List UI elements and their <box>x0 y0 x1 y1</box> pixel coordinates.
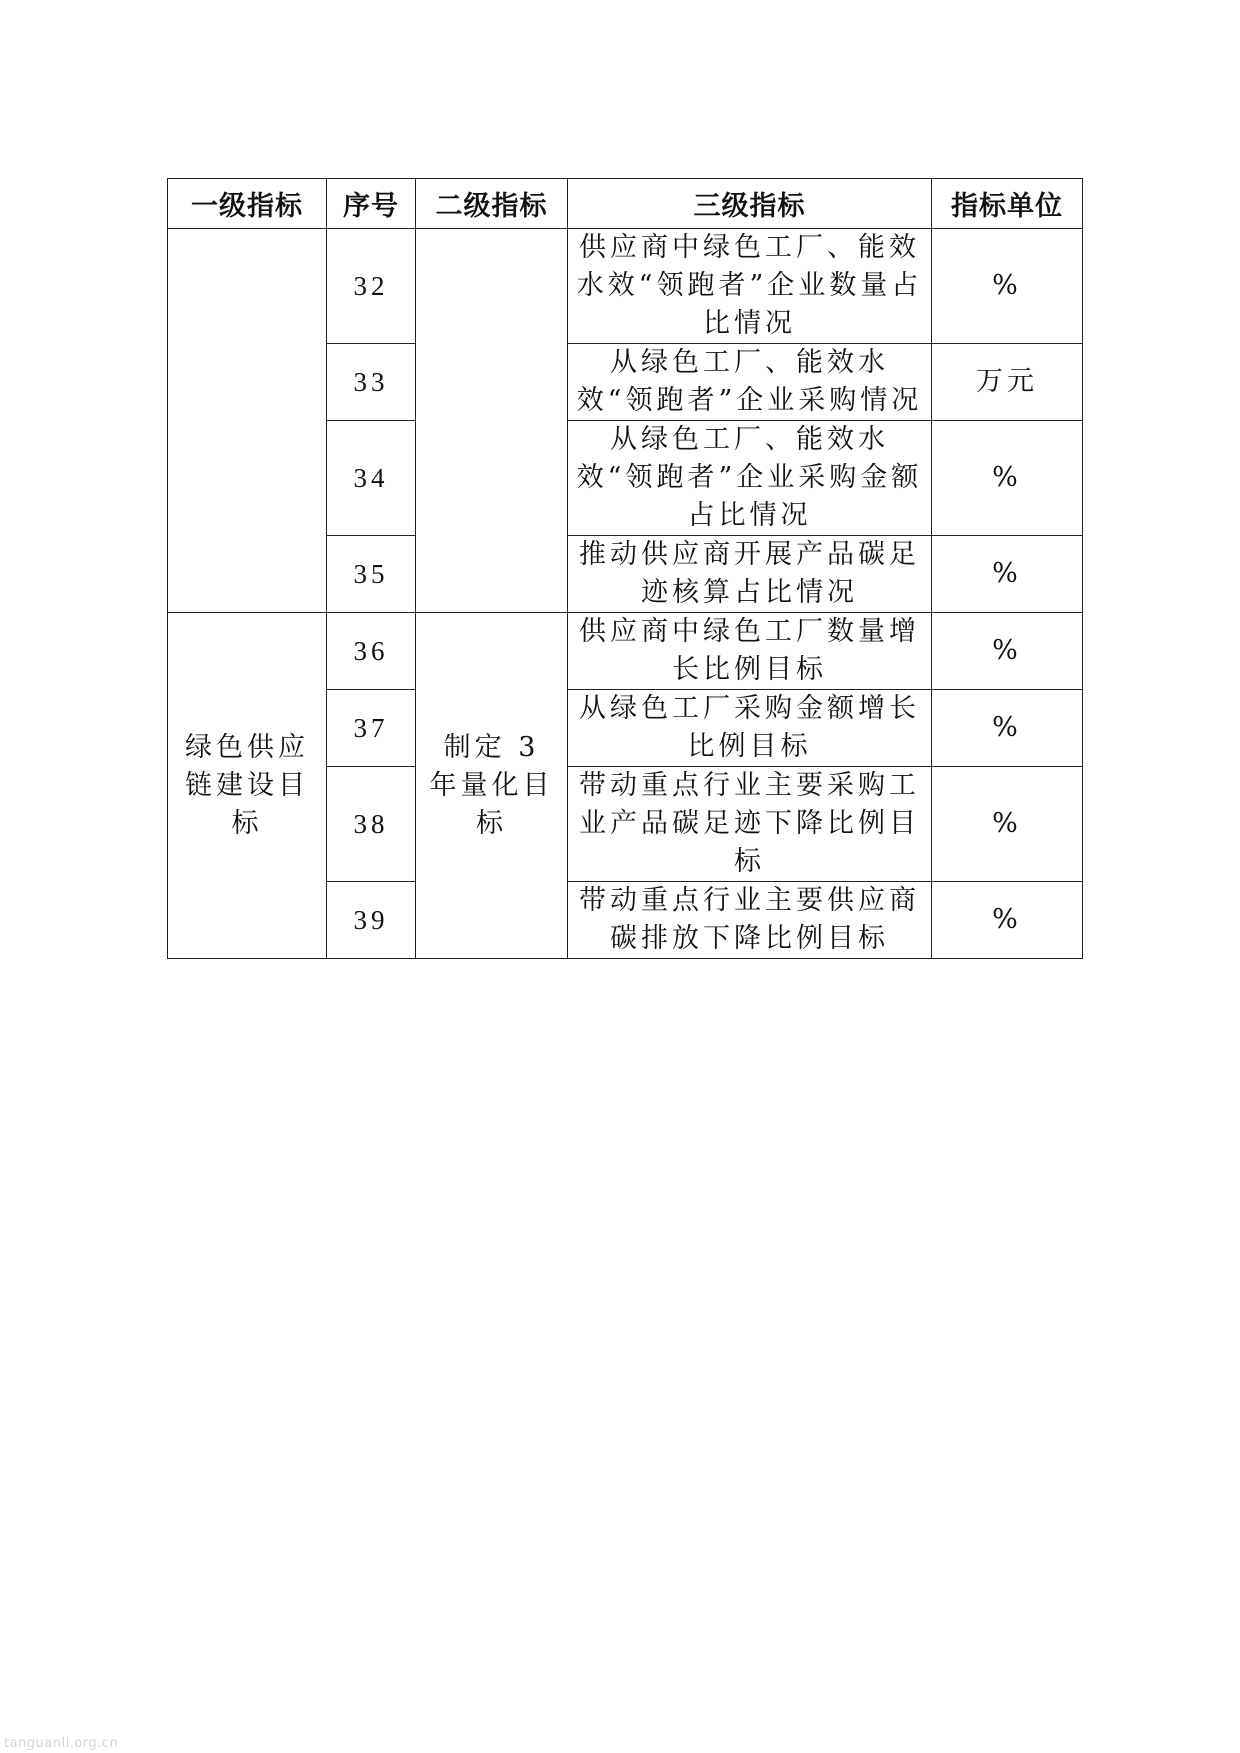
indicator-table <box>167 178 1083 959</box>
level3-cell: 从绿色工厂、能效水效“领跑者”企业采购情况 <box>568 344 932 421</box>
unit-cell: 万元 <box>932 344 1083 421</box>
level3-cell: 从绿色工厂采购金额增长比例目标 <box>568 690 932 767</box>
level2-cell: 制定 3 年量化目标 <box>416 613 568 959</box>
level3-cell: 带动重点行业主要供应商碳排放下降比例目标 <box>568 882 932 959</box>
header-unit: 指标单位 <box>932 179 1083 229</box>
unit-cell: % <box>932 421 1083 536</box>
table-header-row <box>168 179 1083 229</box>
watermark: tanguanli.org.cn <box>4 1736 119 1751</box>
seq-cell: 35 <box>327 536 416 613</box>
unit-cell: % <box>932 767 1083 882</box>
level3-cell: 供应商中绿色工厂数量增长比例目标 <box>568 613 932 690</box>
unit-cell: % <box>932 690 1083 767</box>
level1-cell-empty <box>168 229 327 613</box>
seq-cell: 33 <box>327 344 416 421</box>
seq-cell: 39 <box>327 882 416 959</box>
seq-cell: 38 <box>327 767 416 882</box>
table-row <box>168 229 1083 344</box>
level3-cell: 带动重点行业主要采购工业产品碳足迹下降比例目标 <box>568 767 932 882</box>
level3-cell: 推动供应商开展产品碳足迹核算占比情况 <box>568 536 932 613</box>
unit-cell: % <box>932 613 1083 690</box>
seq-cell: 34 <box>327 421 416 536</box>
header-level1: 一级指标 <box>168 179 327 229</box>
seq-cell: 32 <box>327 229 416 344</box>
level3-cell: 供应商中绿色工厂、能效水效“领跑者”企业数量占比情况 <box>568 229 932 344</box>
unit-cell: % <box>932 229 1083 344</box>
seq-cell: 37 <box>327 690 416 767</box>
seq-cell: 36 <box>327 613 416 690</box>
header-seq: 序号 <box>327 179 416 229</box>
level2-cell-empty <box>416 229 568 613</box>
header-level3: 三级指标 <box>568 179 932 229</box>
level1-cell: 绿色供应链建设目标 <box>168 613 327 959</box>
table-row <box>168 613 1083 690</box>
unit-cell: % <box>932 536 1083 613</box>
level3-cell: 从绿色工厂、能效水效“领跑者”企业采购金额占比情况 <box>568 421 932 536</box>
unit-cell: % <box>932 882 1083 959</box>
header-level2: 二级指标 <box>416 179 568 229</box>
